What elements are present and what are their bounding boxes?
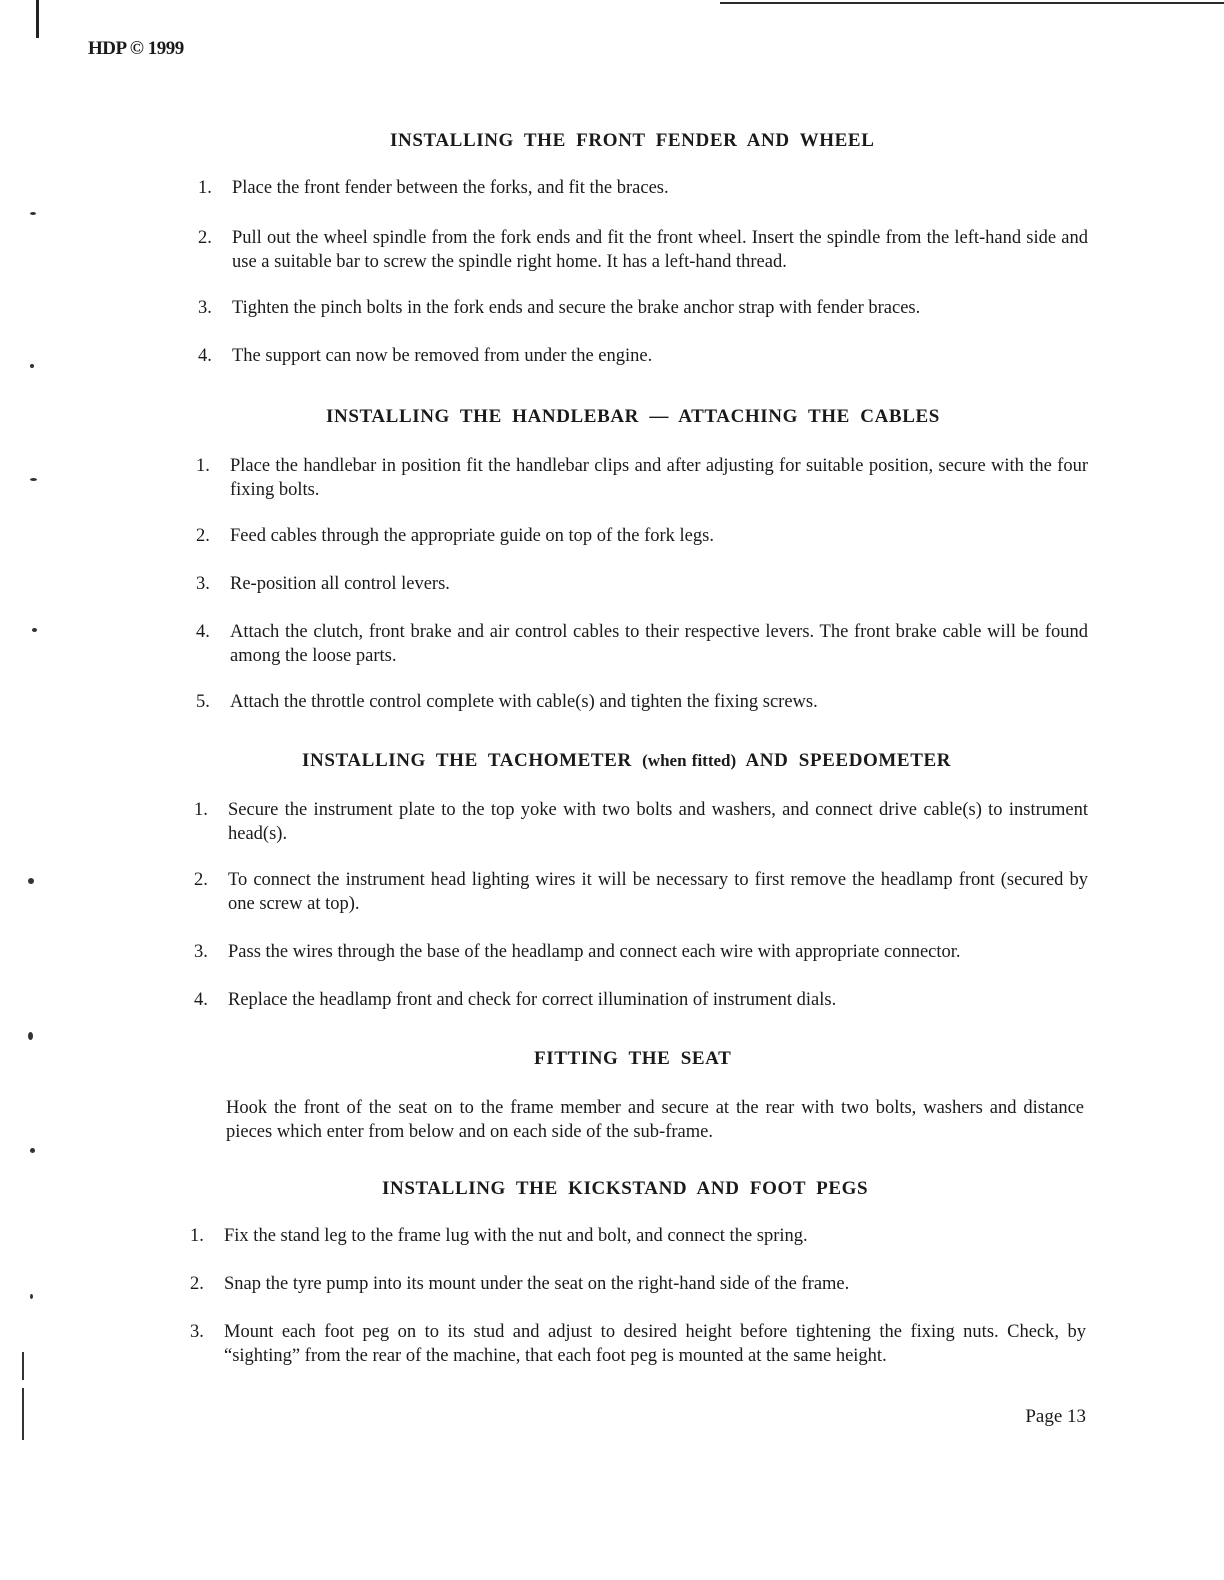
scan-edge-mark — [36, 0, 39, 38]
step-text: Mount each foot peg on to its stud and adjust to desired height before tightening the fixing nuts. Check, by “sighting” from the rear of the machine, that each foot peg is mounted at the same height. — [224, 1322, 1086, 1366]
section-heading-front-fender: INSTALLING THE FRONT FENDER AND WHEEL — [390, 130, 875, 151]
step-text: Tighten the pinch bolts in the fork ends and secure the brake anchor strap with fender braces. — [232, 298, 921, 318]
step-number: 1. — [190, 1226, 204, 1246]
heading-part: INSTALLING THE TACHOMETER — [302, 750, 632, 771]
section-heading-tachometer — [302, 750, 951, 772]
scan-speck — [32, 628, 37, 632]
step-number: 2. — [190, 1274, 204, 1294]
scan-speck — [30, 478, 37, 481]
step-text: Feed cables through the appropriate guide on top of the fork legs. — [230, 526, 714, 546]
step-text: Attach the clutch, front brake and air control cables to their respective levers. The front brake cable will be found among the loose parts. — [230, 622, 1088, 666]
step-text: The support can now be removed from under the engine. — [232, 346, 653, 366]
scan-top-rule — [720, 2, 1224, 4]
scan-binding-line — [22, 1352, 24, 1380]
heading-part: AND SPEEDOMETER — [745, 750, 952, 771]
scan-speck — [30, 1148, 35, 1153]
scan-binding-line — [22, 1388, 24, 1440]
step-number: 2. — [194, 870, 208, 890]
section-heading-seat: FITTING THE SEAT — [534, 1048, 732, 1069]
step-text: Fix the stand leg to the frame lug with the nut and bolt, and connect the spring. — [224, 1226, 808, 1246]
step-number: 4. — [196, 622, 210, 642]
scan-speck — [28, 1032, 33, 1040]
step-text: Pull out the wheel spindle from the fork ends and fit the front wheel. Insert the spindle from the left-hand side and use a suitable bar to screw the spindle right home. It has a left-hand thread. — [232, 228, 1088, 272]
step-text: Secure the instrument plate to the top yoke with two bolts and washers, and connect drive cable(s) to instrument head(s). — [228, 800, 1088, 844]
step-text: To connect the instrument head lighting wires it will be necessary to first remove the headlamp front (secured by one screw at top). — [228, 870, 1088, 914]
scan-speck — [30, 364, 34, 368]
step-text: Re-position all control levers. — [230, 574, 450, 594]
step-number: 3. — [198, 298, 212, 318]
scan-speck — [30, 1294, 33, 1299]
step-number: 1. — [198, 178, 212, 198]
step-text: Snap the tyre pump into its mount under the seat on the right-hand side of the frame. — [224, 1274, 850, 1294]
copyright-mark: HDP © 1999 — [88, 38, 184, 59]
section-heading-handlebar: INSTALLING THE HANDLEBAR — ATTACHING THE CABLES — [326, 406, 940, 427]
step-number: 4. — [198, 346, 212, 366]
step-text: Pass the wires through the base of the headlamp and connect each wire with appropriate connector. — [228, 942, 961, 962]
step-number: 3. — [196, 574, 210, 594]
step-number: 3. — [194, 942, 208, 962]
page-number: Page 13 — [1025, 1406, 1086, 1427]
seat-paragraph: Hook the front of the seat on to the frame member and secure at the rear with two bolts, washers and distance pieces which enter from below and on each side of the sub-frame. — [226, 1098, 1084, 1142]
step-number: 1. — [194, 800, 208, 820]
heading-note: (when fitted) — [642, 751, 737, 770]
step-text: Place the front fender between the forks, and fit the braces. — [232, 178, 669, 198]
step-number: 3. — [190, 1322, 204, 1342]
scan-speck — [30, 212, 36, 215]
step-number: 4. — [194, 990, 208, 1010]
step-text: Replace the headlamp front and check for correct illumination of instrument dials. — [228, 990, 837, 1010]
step-number: 5. — [196, 692, 210, 712]
section-heading-kickstand: INSTALLING THE KICKSTAND AND FOOT PEGS — [382, 1178, 869, 1199]
step-text: Attach the throttle control complete with cable(s) and tighten the fixing screws. — [230, 692, 818, 712]
step-number: 2. — [196, 526, 210, 546]
step-number: 2. — [198, 228, 212, 248]
step-text: Place the handlebar in position fit the handlebar clips and after adjusting for suitable position, secure with the four fixing bolts. — [230, 456, 1088, 500]
step-number: 1. — [196, 456, 210, 476]
scan-speck — [28, 878, 34, 884]
